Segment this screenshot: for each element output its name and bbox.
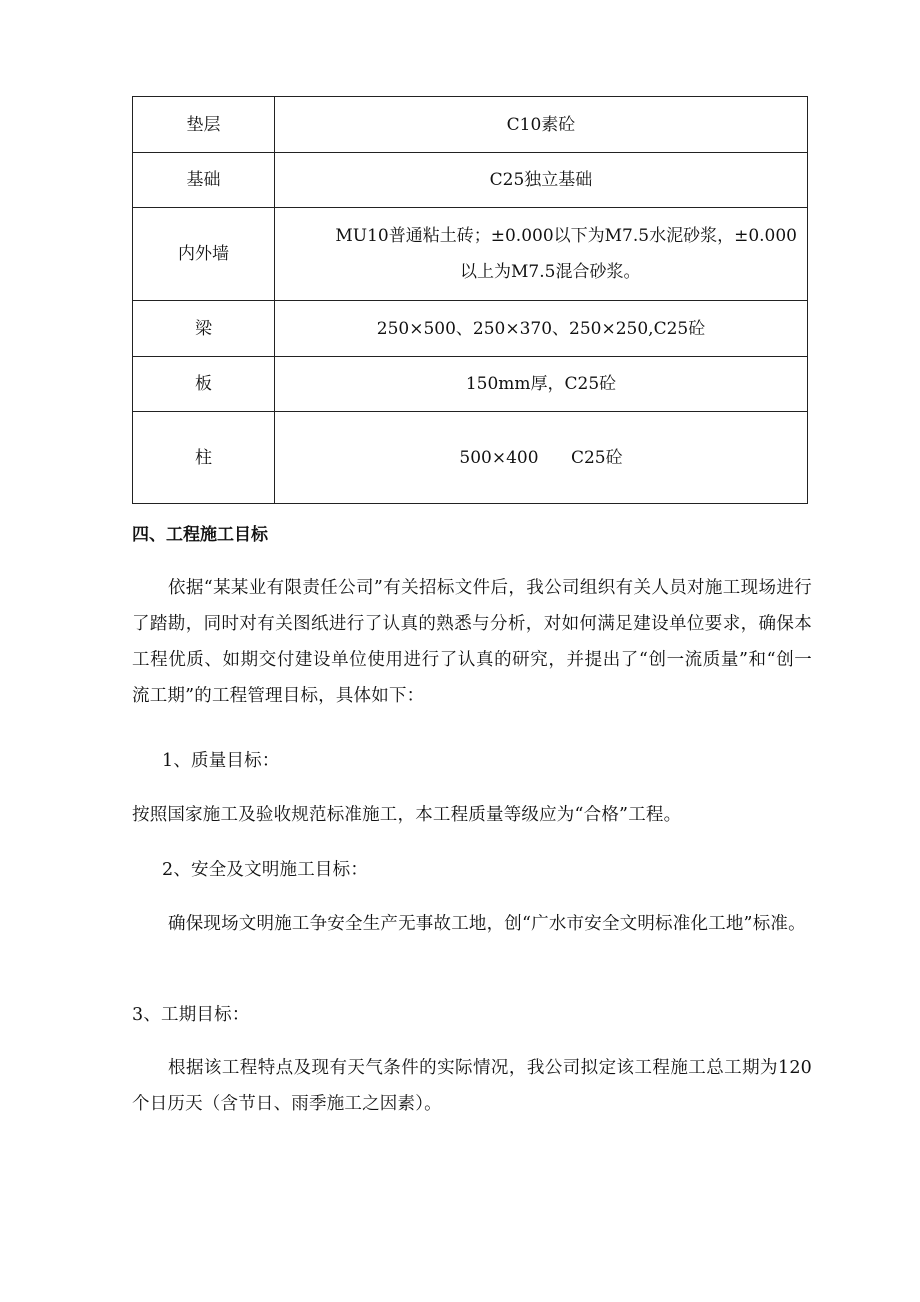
row-value-line: MU10普通粘土砖；±0.000以下为M7.5水泥砂浆，±0.000 bbox=[335, 226, 797, 246]
row-label: 柱 bbox=[133, 412, 275, 504]
schedule-title: 3、工期目标： bbox=[132, 1005, 250, 1025]
quality-text: 按照国家施工及验收规范标准施工，本工程质量等级应为“合格”工程。 bbox=[132, 805, 682, 825]
section-heading: 四、工程施工目标 bbox=[132, 525, 268, 545]
safety-title: 2、安全及文明施工目标： bbox=[162, 860, 369, 880]
row-label: 板 bbox=[133, 357, 275, 412]
row-value: 150mm厚，C25砼 bbox=[275, 357, 808, 412]
table-row bbox=[133, 208, 808, 301]
row-label: 内外墙 bbox=[133, 208, 275, 301]
quality-title: 1、质量目标： bbox=[162, 751, 280, 771]
row-value-line: 以上为M7.5混合砂浆。 bbox=[460, 262, 641, 282]
row-value: C25独立基础 bbox=[275, 153, 808, 208]
row-label: 基础 bbox=[133, 153, 275, 208]
schedule-text: 根据该工程特点及现有天气条件的实际情况，我公司拟定该工程施工总工期为120个日历天（含节日、雨季施工之因素）。 bbox=[132, 1058, 812, 1114]
safety-text: 确保现场文明施工争安全生产无事故工地，创“广水市安全文明标准化工地”标准。 bbox=[168, 914, 806, 934]
row-value bbox=[275, 208, 808, 301]
table-row bbox=[133, 301, 808, 357]
row-value: C10素砼 bbox=[275, 97, 808, 153]
table-row bbox=[133, 97, 808, 153]
row-label: 梁 bbox=[133, 301, 275, 357]
row-value: 500×400 C25砼 bbox=[275, 412, 808, 504]
table-row bbox=[133, 153, 808, 208]
table-row bbox=[133, 357, 808, 412]
intro-paragraph: 依据“某某业有限责任公司”有关招标文件后，我公司组织有关人员对施工现场进行了踏勘，同时对有关图纸进行了认真的熟悉与分析，对如何满足建设单位要求，确保本工程优质、如期交付建设单位使用进行了认真的研究，并提出了“创一流质量”和“创一流工期”的工程管理目标，具体如下： bbox=[132, 578, 812, 706]
table-row bbox=[133, 412, 808, 504]
structure-spec-table bbox=[132, 96, 808, 504]
row-label: 垫层 bbox=[133, 97, 275, 153]
row-value: 250×500、250×370、250×250,C25砼 bbox=[275, 301, 808, 357]
